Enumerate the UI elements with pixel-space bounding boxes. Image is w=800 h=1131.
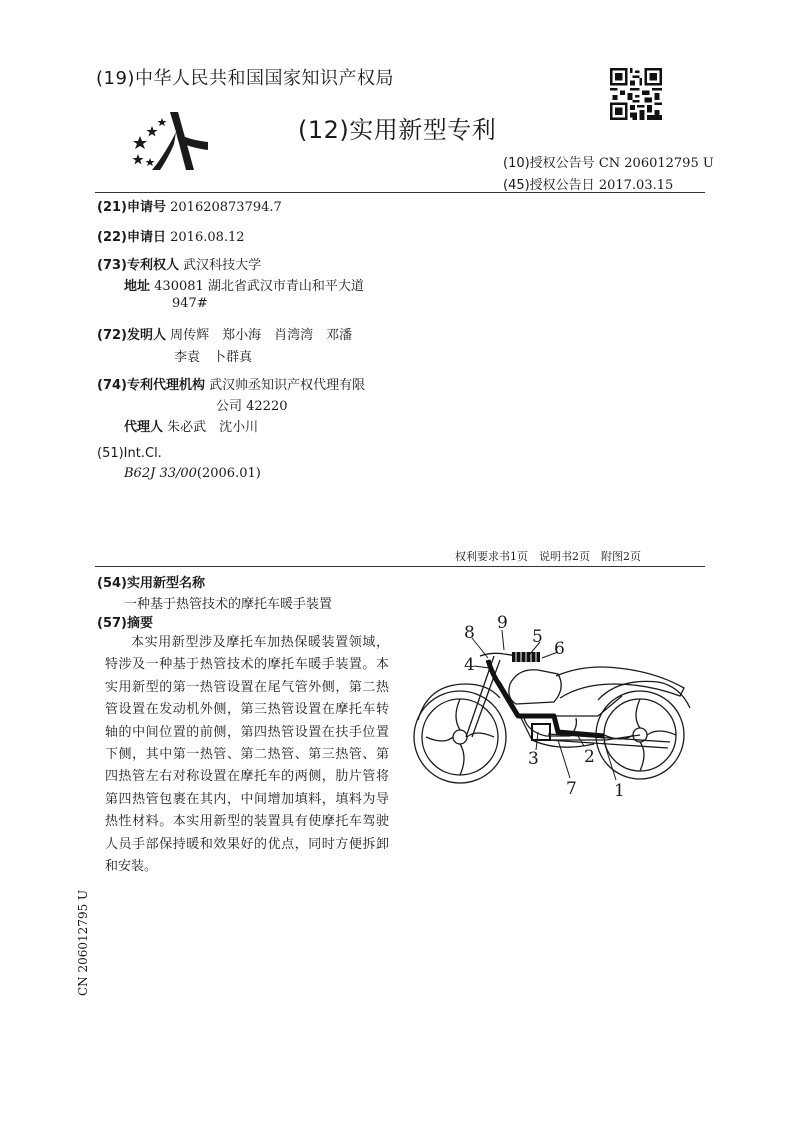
label-7: 7 (566, 779, 577, 799)
agents-label: 代理人 (124, 420, 164, 435)
qr-code (610, 68, 662, 120)
publication-number (503, 152, 714, 171)
address-line-1: 430081 湖北省武汉市青山和平大道 (154, 279, 364, 294)
publication-date (503, 174, 673, 193)
label-8: 8 (464, 623, 475, 643)
int-cl-code: B62J 33/00 (124, 466, 197, 481)
inventors-line-2: 李袁 卜群真 (174, 350, 253, 365)
abstract-label: (57)摘要 (97, 616, 153, 631)
publication-number-value: CN 206012795 U (598, 156, 714, 171)
patentee-value: 武汉科技大学 (183, 258, 262, 273)
motorcycle-figure (408, 612, 698, 807)
patentee-label: (73)专利权人 (97, 258, 179, 273)
inventors-line-1: 周传辉 郑小海 肖湾湾 邓潘 (170, 328, 353, 343)
publication-date-label: (45)授权公告日 (503, 178, 595, 193)
page-count-info: 权利要求书1页 说明书2页 附图2页 (455, 550, 641, 563)
agents (124, 416, 258, 435)
patent-agency-line-2: 公司 42220 (216, 399, 288, 414)
utility-model-title: 一种基于热管技术的摩托车暖手装置 (124, 597, 333, 612)
label-5: 5 (532, 627, 543, 647)
publication-date-value: 2017.03.15 (598, 178, 674, 193)
patent-type-title: (12)实用新型专利 (298, 116, 497, 144)
side-publication-number: CN 206012795 U (76, 889, 90, 996)
address (124, 275, 364, 294)
abstract-text: 本实用新型涉及摩托车加热保暖装置领域，特涉及一种基于热管技术的摩托车暖手装置。本实用新型的第一热管设置在尾气管外侧，第二热管设置在发动机外侧，第三热管设置在摩托车转轴的中间位置的前侧，第四热管设置在扶手位置下侧，其中第一热管、第二热管、第三热管、第四热管左右对称设置在摩托车的两侧，肋片管将第四热管包裹在其内，中间增加填料，填料为导热性材料。本实用新型的装置具有使摩托车驾驶人员手部保持暖和效果好的优点，同时方便拆卸和安装。 (105, 635, 389, 875)
section-divider (95, 566, 705, 567)
application-number-label: (21)申请号 (97, 200, 166, 215)
application-number-value: 201620873794.7 (170, 200, 282, 215)
title-label: (54)实用新型名称 (97, 576, 205, 591)
label-3: 3 (528, 749, 539, 769)
header-divider (95, 192, 705, 193)
patent-agency (97, 374, 365, 393)
application-number (97, 196, 282, 215)
label-9: 9 (497, 613, 508, 633)
address-line-2: 947# (172, 296, 208, 311)
filing-date-label: (22)申请日 (97, 230, 166, 245)
label-2: 2 (584, 747, 595, 767)
office-name: (19)中华人民共和国国家知识产权局 (96, 68, 394, 89)
patent-agency-label: (74)专利代理机构 (97, 378, 205, 393)
front-wheel (414, 691, 506, 783)
address-label: 地址 (124, 279, 151, 294)
inventors-label: (72)发明人 (97, 328, 166, 343)
cnipa-logo (130, 106, 212, 176)
int-cl-classification (124, 466, 261, 481)
inventors (97, 324, 352, 343)
int-cl-version: (2006.01) (196, 466, 261, 481)
filing-date-value: 2016.08.12 (170, 230, 245, 245)
int-cl-label: (51)Int.Cl. (97, 446, 162, 461)
patent-agency-line-1: 武汉帅丞知识产权代理有限 (209, 378, 366, 393)
publication-number-label: (10)授权公告号 (503, 156, 595, 171)
patentee (97, 254, 261, 273)
agents-value: 朱必武 沈小川 (167, 420, 259, 435)
label-6: 6 (554, 639, 565, 659)
label-4: 4 (464, 655, 475, 675)
filing-date (97, 226, 245, 245)
label-1: 1 (614, 781, 625, 801)
